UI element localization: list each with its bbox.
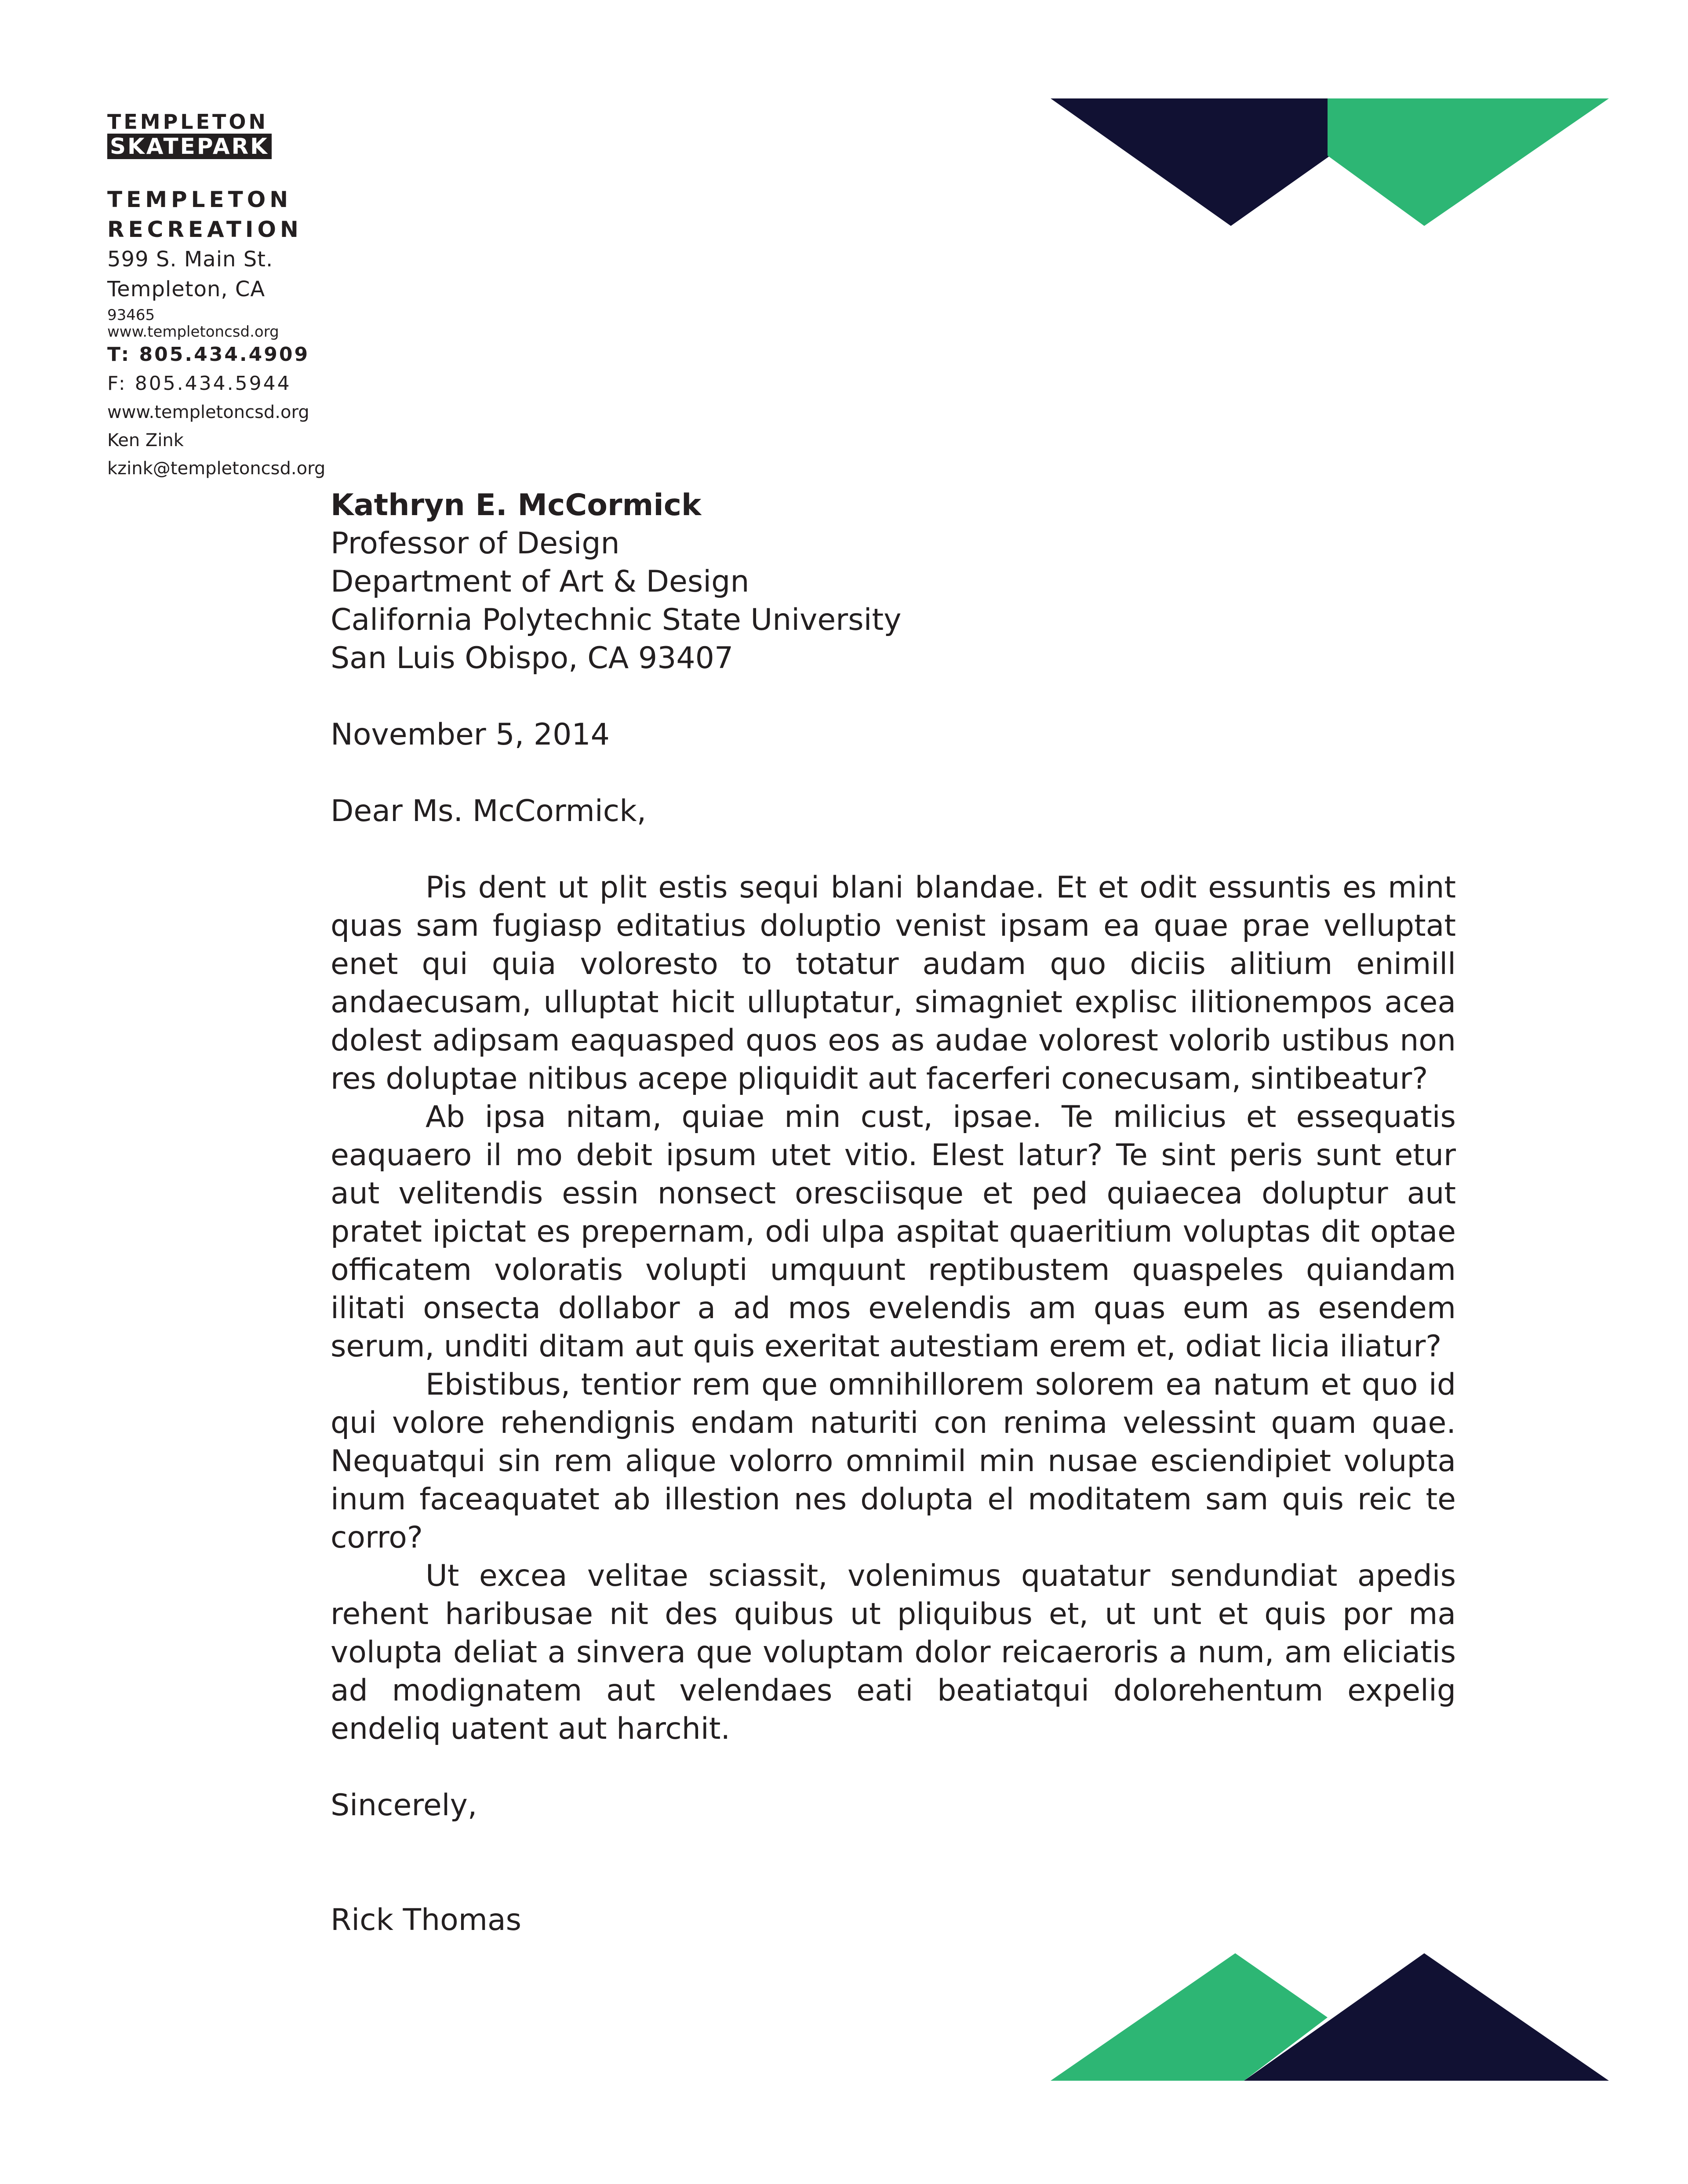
bottom-decoration bbox=[1051, 1951, 1613, 2083]
body-paragraph: Ut excea velitae sciassit, volenimus quatatur sendundiat apedis rehent haribusae nit des quibus ut pliquibus et, ut unt et quis por ma volupta deliat a sinvera que voluptam dolor reicaeroris a num, am eliciatis ad modignatem aut velendaes eati beatiatqui dolorehentum expelig endeliq uatent aut harchit. bbox=[331, 1559, 1456, 1746]
top-decoration bbox=[1051, 97, 1613, 229]
body-paragraph: Ebistibus, tentior rem que omnihillorem solorem ea natum et quo id qui volore rehendignis endam naturiti con renima velessint quam quae. Nequatqui sin rem alique volorro omnimil min nusae esciendipiet volupta inum faceaquatet ab illestion nes dolupta el moditatem sam quis reic te corro? bbox=[331, 1367, 1456, 1555]
sender-info bbox=[107, 185, 326, 483]
org-name-line2: RECREATION bbox=[107, 217, 302, 242]
sender-zip: 93465 bbox=[107, 306, 155, 324]
org-name-line1: TEMPLETON bbox=[107, 187, 292, 212]
recipient-title: Professor of Design bbox=[331, 526, 620, 561]
sender-city: Templeton, CA bbox=[107, 277, 266, 302]
sender-phone: T: 805.434.4909 bbox=[107, 343, 310, 366]
sender-fax: F: 805.434.5944 bbox=[107, 372, 291, 395]
closing: Sincerely, bbox=[331, 1788, 477, 1823]
logo-bottom-text: SKATEPARK bbox=[107, 134, 272, 159]
salutation: Dear Ms. McCormick, bbox=[331, 794, 647, 829]
letter-body bbox=[331, 486, 1456, 1939]
body-paragraph: Pis dent ut plit estis sequi blani blandae. Et et odit essuntis es mint quas sam fugiasp editatius doluptio venist ipsam ea quae prae velluptat enet qui quia voloresto to totatur audam quo diciis alitium enimill andaecusam, ulluptat hicit ulluptatur, simagniet explisc ilitionempos acea dolest adipsam eaquasped quos eos as audae volorest volorib ustibus non res doluptae nitibus acepe pliquidit aut facerferi conecusam, sintibeatur? bbox=[331, 870, 1456, 1096]
signature-name: Rick Thomas bbox=[331, 1903, 522, 1937]
sender-website: www.templetoncsd.org bbox=[107, 402, 309, 422]
recipient-name: Kathryn E. McCormick bbox=[331, 488, 702, 523]
body-paragraph: Ab ipsa nitam, quiae min cust, ipsae. Te milicius et essequatis eaquaero il mo debit ipsum utet vitio. Elest latur? Te sint peris sunt etur aut velitendis essin nonsect oresciisque et ped quiaecea doluptur aut pratet ipictat es prepernam, odi ulpa aspitat quaeritium voluptas dit optae officatem voloratis volupti umquunt reptibustem quaspeles quiandam ilitati onsecta dollabor a ad mos evelendis am quas eum as esendem serum, unditi ditam aut quis exeritat autestiam erem et, odiat licia iliatur? bbox=[331, 1100, 1456, 1364]
letter-date: November 5, 2014 bbox=[331, 717, 610, 752]
recipient-institution: California Polytechnic State University bbox=[331, 603, 902, 637]
sender-street: 599 S. Main St. bbox=[107, 247, 273, 272]
logo-top-text: TEMPLETON bbox=[107, 110, 269, 134]
sender-contact: Ken Zink bbox=[107, 430, 184, 451]
top-green-triangle bbox=[1328, 98, 1609, 226]
sender-email: kzink@templetoncsd.org bbox=[107, 458, 326, 479]
sender-website-top: www.templetoncsd.org bbox=[107, 323, 279, 341]
recipient-department: Department of Art & Design bbox=[331, 564, 749, 599]
skatepark-logo bbox=[107, 112, 287, 159]
recipient-city: San Luis Obispo, CA 93407 bbox=[331, 641, 734, 676]
